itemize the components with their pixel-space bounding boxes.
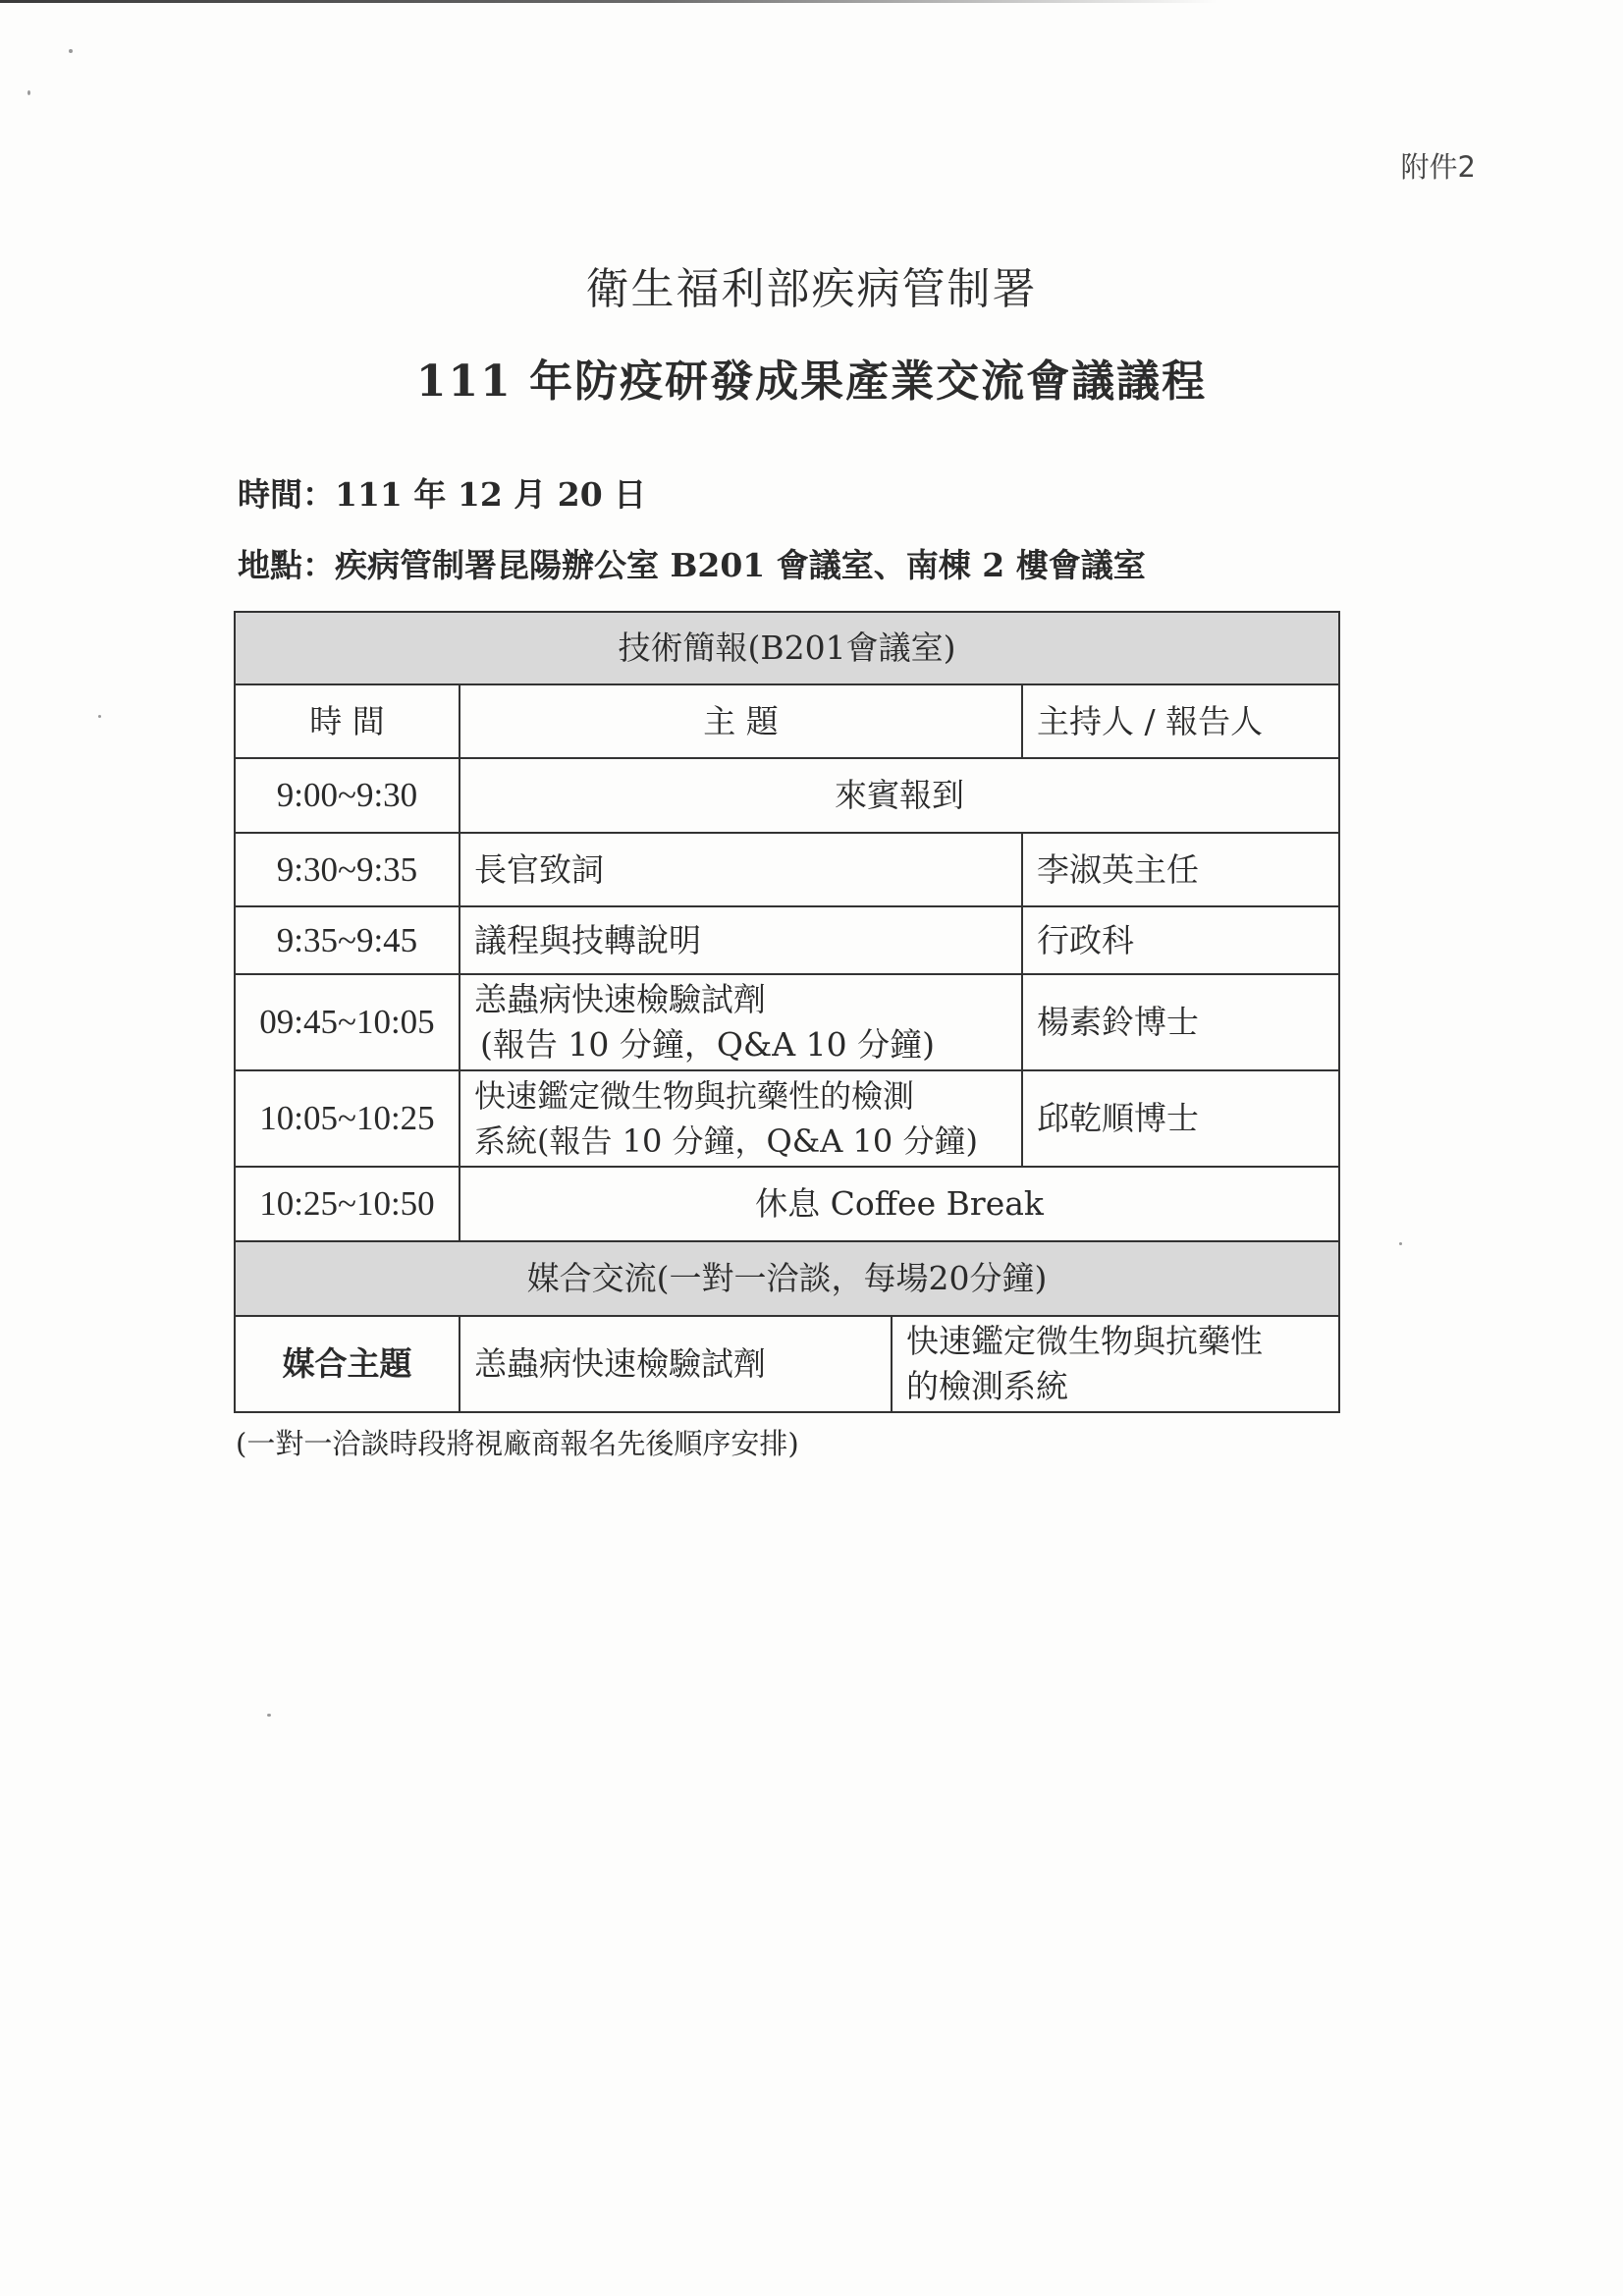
row-time: 9:35~9:45 bbox=[235, 906, 460, 974]
row-time: 9:30~9:35 bbox=[235, 833, 460, 906]
table-row bbox=[235, 758, 1339, 833]
attachment-label: 附件2 bbox=[1400, 150, 1476, 184]
matching-topic-2 bbox=[892, 1316, 1339, 1412]
matching-topic-1: 恙蟲病快速檢驗試劑 bbox=[460, 1316, 892, 1412]
row-topic-line2: 系統(報告 10 分鐘，Q&A 10 分鐘) bbox=[474, 1122, 978, 1160]
row-topic: 休息 Coffee Break bbox=[460, 1167, 1339, 1241]
meeting-time: 時間：111 年 12 月 20 日 bbox=[238, 475, 647, 514]
matching-row bbox=[235, 1316, 1339, 1412]
section-matching: 媒合交流(一對一洽談，每場20分鐘) bbox=[235, 1241, 1339, 1316]
meeting-place: 地點：疾病管制署昆陽辦公室 B201 會議室、南棟 2 樓會議室 bbox=[238, 546, 1146, 584]
scan-speck bbox=[98, 715, 101, 718]
matching-label: 媒合主題 bbox=[235, 1316, 460, 1412]
row-topic: 來賓報到 bbox=[460, 758, 1339, 833]
row-time: 9:00~9:30 bbox=[235, 758, 460, 833]
header-time: 時 間 bbox=[235, 684, 460, 758]
table-row bbox=[235, 974, 1339, 1070]
row-topic-line1: 恙蟲病快速檢驗試劑 bbox=[474, 980, 766, 1018]
agenda-table bbox=[234, 611, 1340, 1413]
row-host: 邱乾順博士 bbox=[1022, 1070, 1339, 1167]
table-row bbox=[235, 1070, 1339, 1167]
scan-speck bbox=[267, 1714, 271, 1717]
row-topic: 長官致詞 bbox=[460, 833, 1022, 906]
table-row bbox=[235, 833, 1339, 906]
section-header-row bbox=[235, 1241, 1339, 1316]
section-header-row bbox=[235, 612, 1339, 684]
row-host: 行政科 bbox=[1022, 906, 1339, 974]
row-topic: 議程與技轉說明 bbox=[460, 906, 1022, 974]
row-topic bbox=[460, 1070, 1022, 1167]
row-topic bbox=[460, 974, 1022, 1070]
table-row bbox=[235, 1167, 1339, 1241]
document-title-agency: 衛生福利部疾病管制署 bbox=[585, 264, 1038, 314]
scan-edge bbox=[0, 0, 1623, 3]
scan-speck bbox=[27, 90, 30, 95]
row-topic-line1: 快速鑑定微生物與抗藥性的檢測 bbox=[474, 1077, 915, 1115]
row-time: 09:45~10:05 bbox=[235, 974, 460, 1070]
row-time: 10:25~10:50 bbox=[235, 1167, 460, 1241]
footnote: (一對一洽談時段將視廠商報名先後順序安排) bbox=[236, 1427, 799, 1460]
section-technical-briefing: 技術簡報(B201會議室) bbox=[235, 612, 1339, 684]
row-host: 李淑英主任 bbox=[1022, 833, 1339, 906]
document-title-meeting: 111 年防疫研發成果產業交流會議議程 bbox=[415, 356, 1208, 407]
scan-speck bbox=[69, 49, 73, 53]
row-time: 10:05~10:25 bbox=[235, 1070, 460, 1167]
scan-speck bbox=[1399, 1242, 1402, 1245]
header-topic: 主 題 bbox=[460, 684, 1022, 758]
matching-topic-2-line1: 快速鑑定微生物與抗藥性 bbox=[906, 1322, 1263, 1360]
row-topic-line2: (報告 10 分鐘，Q&A 10 分鐘) bbox=[480, 1025, 935, 1064]
table-row bbox=[235, 906, 1339, 974]
row-host: 楊素鈴博士 bbox=[1022, 974, 1339, 1070]
header-host: 主持人 / 報告人 bbox=[1022, 684, 1339, 758]
column-header-row bbox=[235, 684, 1339, 758]
matching-topic-2-line2: 的檢測系統 bbox=[906, 1367, 1068, 1405]
